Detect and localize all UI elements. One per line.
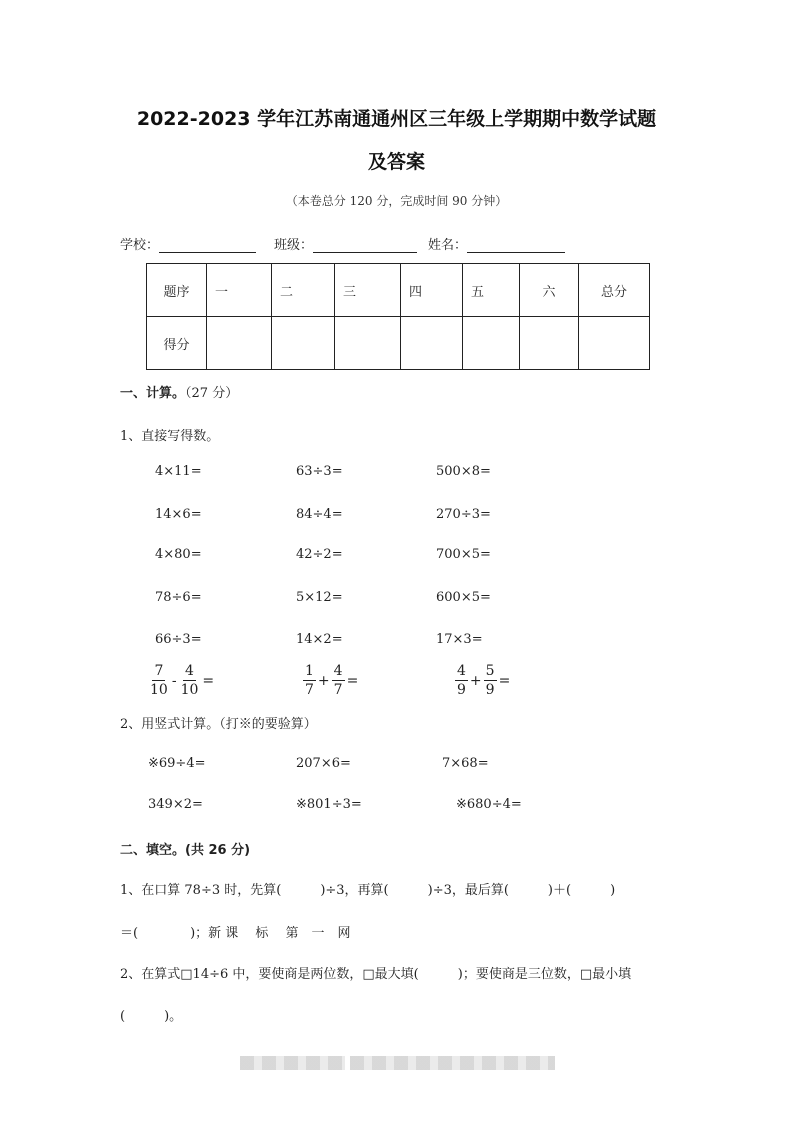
fraction [332, 662, 345, 699]
score-cell[interactable] [401, 317, 463, 370]
blurred-watermark [240, 1056, 345, 1070]
section1-heading [120, 382, 238, 401]
score-cell[interactable] [207, 317, 272, 370]
problem-item: ※680÷4= [456, 797, 522, 812]
s2-q1-line2: ＝( )；新 课 标 第 一 网 [120, 926, 351, 941]
header-cell: 总分 [579, 264, 650, 317]
fraction [148, 662, 170, 699]
score-table-score-row [147, 317, 650, 370]
numerator: 7 [154, 663, 164, 679]
section1-points: （27 分） [185, 386, 239, 401]
score-cell[interactable] [335, 317, 401, 370]
numerator: 5 [485, 663, 495, 679]
problem-item: ※69÷4= [148, 756, 206, 771]
problem-item: 500×8= [436, 464, 491, 479]
score-cell[interactable] [520, 317, 579, 370]
header-cell: 五 [463, 264, 520, 317]
problem-item: 4×11= [155, 464, 202, 479]
page-subtitle: （本卷总分 120 分，完成时间 90 分钟） [285, 194, 508, 208]
problem-item: ※801÷3= [296, 797, 362, 812]
problem-item: 270÷3= [436, 507, 491, 522]
equals-sign: = [346, 672, 359, 689]
section1-title: 一、计算。 [120, 386, 186, 401]
section2-title: 二、填空。(共 26 分) [120, 843, 251, 858]
problem-item: 4×80= [155, 547, 202, 562]
s2-q2-line1: 2、在算式□14÷6 中，要使商是两位数，□最大填( )；要使商是三位数，□最小填 [120, 967, 632, 982]
equals-sign: = [498, 672, 511, 689]
problem-item: 17×3= [436, 632, 483, 647]
page-title: 2022-2023 学年江苏南通通州区三年级上学期期中数学试题 [136, 108, 657, 130]
problem-item: 14×2= [296, 632, 343, 647]
denominator: 7 [305, 682, 314, 698]
numerator: 4 [185, 663, 194, 679]
score-table-header-row [147, 264, 650, 317]
fraction-problem [148, 662, 216, 699]
score-cell[interactable] [579, 317, 650, 370]
problem-item: 14×6= [155, 507, 202, 522]
problem-item: 78÷6= [155, 590, 202, 605]
header-cell: 题序 [147, 264, 207, 317]
score-cell[interactable] [463, 317, 520, 370]
class-label: 班级： [274, 238, 314, 253]
denominator: 9 [457, 682, 466, 698]
problem-item: 63÷3= [296, 464, 343, 479]
blurred-watermark [350, 1056, 555, 1070]
fraction [179, 662, 201, 699]
problem-item: 66÷3= [155, 632, 202, 647]
numerator: 4 [333, 663, 343, 679]
school-input-line[interactable] [159, 238, 256, 253]
problem-item: 84÷4= [296, 507, 343, 522]
problem-item: 349×2= [148, 797, 203, 812]
header-cell: 六 [520, 264, 579, 317]
header-cell: 三 [335, 264, 401, 317]
score-table [146, 263, 650, 370]
page-title-line2: 及答案 [367, 151, 425, 173]
q2-title: 2、用竖式计算。（打※的要验算） [120, 717, 317, 732]
problem-item: 5×12= [296, 590, 343, 605]
fraction [455, 662, 468, 699]
header-cell: 二 [272, 264, 335, 317]
denominator: 7 [333, 682, 343, 698]
fraction-problem [303, 662, 360, 699]
problem-item: 42÷2= [296, 547, 343, 562]
name-label: 姓名： [428, 238, 468, 253]
problem-item: 207×6= [296, 756, 351, 771]
problem-item: 600×5= [436, 590, 491, 605]
denominator: 9 [485, 682, 495, 698]
name-field[interactable] [428, 234, 565, 253]
name-input-line[interactable] [467, 238, 565, 253]
denominator: 10 [180, 682, 199, 698]
school-label: 学校： [120, 238, 160, 253]
equals-sign: = [202, 672, 215, 689]
denominator: 10 [150, 682, 168, 698]
class-field[interactable] [274, 234, 417, 253]
fraction [484, 662, 497, 699]
problem-item: 7×68= [442, 756, 489, 771]
operator: + [317, 672, 330, 689]
numerator: 4 [457, 663, 466, 679]
problem-item: 700×5= [436, 547, 491, 562]
fraction [303, 662, 316, 699]
school-field[interactable] [120, 234, 256, 253]
score-cell[interactable] [272, 317, 335, 370]
header-cell: 一 [207, 264, 272, 317]
operator: + [469, 672, 482, 689]
class-input-line[interactable] [313, 238, 417, 253]
q1-title: 1、直接写得数。 [120, 429, 220, 444]
s2-q1-line1: 1、在口算 78÷3 时，先算( )÷3，再算( )÷3，最后算( )＋( ) [120, 883, 616, 898]
operator: - [171, 672, 177, 689]
numerator: 1 [305, 663, 314, 679]
score-row-label: 得分 [147, 317, 207, 370]
fraction-problem [455, 662, 512, 699]
header-cell: 四 [401, 264, 463, 317]
s2-q2-line2: ( )。 [120, 1009, 183, 1024]
